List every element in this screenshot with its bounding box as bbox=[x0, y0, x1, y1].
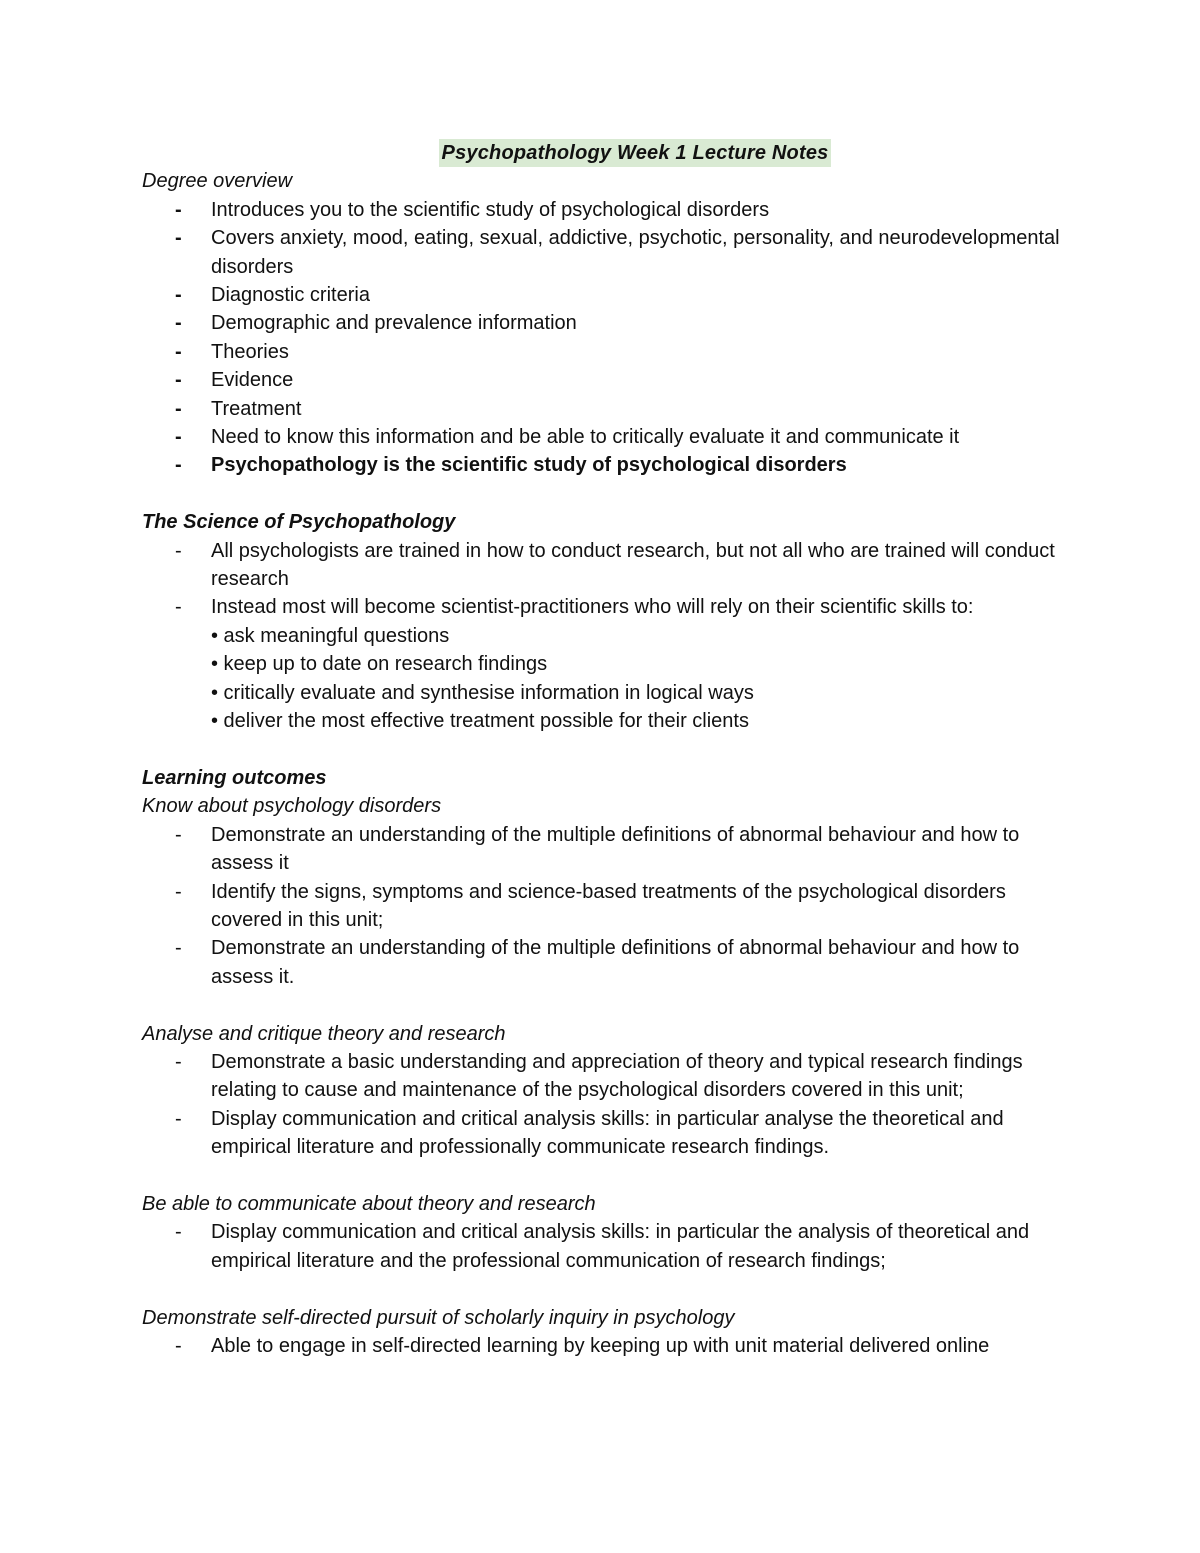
know-list bbox=[142, 821, 1072, 991]
self-directed-heading: Demonstrate self-directed pursuit of scholarly inquiry in psychology bbox=[142, 1306, 735, 1329]
list-item: - Need to know this information and be able to critically evaluate it and communicate it bbox=[175, 426, 960, 449]
list-item: - Display communication and critical analysis skills: in particular the analysis of theoretical and empirical literature and the professional communication of research findings; bbox=[175, 1221, 1030, 1272]
spacer bbox=[142, 1162, 1072, 1190]
list-item: - Demonstrate an understanding of the multiple definitions of abnormal behaviour and how to assess it bbox=[175, 823, 1020, 875]
list-item-definition: - Psychopathology is the scientific study of psychological disorders bbox=[175, 454, 847, 477]
know-heading: Know about psychology disorders bbox=[142, 795, 442, 818]
list-item: - Identify the signs, symptoms and science-based treatments of the psychological disorders covered in this unit; bbox=[175, 880, 1006, 931]
science-list bbox=[142, 537, 1072, 736]
bullet-subitem: • keep up to date on research findings bbox=[211, 653, 548, 676]
title-line bbox=[142, 139, 1072, 167]
document-body bbox=[142, 139, 1072, 1360]
document-title: Psychopathology Week 1 Lecture Notes bbox=[439, 139, 832, 167]
list-item: - Demographic and prevalence information bbox=[175, 312, 577, 335]
list-item: - Diagnostic criteria bbox=[175, 284, 370, 307]
bullet-subitem: • critically evaluate and synthesise information in logical ways bbox=[211, 681, 754, 704]
science-heading: The Science of Psychopathology bbox=[142, 511, 456, 534]
list-item: - Theories bbox=[175, 340, 289, 363]
degree-overview-heading: Degree overview bbox=[142, 170, 293, 193]
list-item: - Covers anxiety, mood, eating, sexual, addictive, psychotic, personality, and neurodevelopmental disorders bbox=[175, 227, 1060, 278]
self-directed-list bbox=[142, 1332, 1072, 1360]
list-item: - Demonstrate a basic understanding and appreciation of theory and typical research findings relating to cause and maintenance of the psychological disorders covered in this unit; bbox=[175, 1050, 1023, 1102]
spacer bbox=[142, 480, 1072, 508]
list-item: - All psychologists are trained in how to conduct research, but not all who are trained will conduct research bbox=[175, 539, 1055, 591]
list-item: - Instead most will become scientist-practitioners who will rely on their scientific skills to: • ask meaningful questions • keep up to date on research findings • critically evaluate and synthesise information in logical ways • deliver the most effective treatment possible for their clients bbox=[142, 593, 1072, 735]
spacer bbox=[142, 991, 1072, 1019]
list-item: - Evidence bbox=[175, 369, 294, 392]
bullet-subitem: • ask meaningful questions bbox=[211, 624, 450, 647]
spacer bbox=[142, 736, 1072, 764]
communicate-heading: Be able to communicate about theory and research bbox=[142, 1192, 596, 1215]
learning-outcomes-heading: Learning outcomes bbox=[142, 766, 327, 789]
list-item: - Introduces you to the scientific study of psychological disorders bbox=[175, 198, 770, 221]
bullet-subitem: • deliver the most effective treatment possible for their clients bbox=[211, 710, 749, 733]
communicate-list bbox=[142, 1218, 1072, 1275]
list-item: - Display communication and critical analysis skills: in particular analyse the theoretical and empirical literature and professionally communicate research findings. bbox=[175, 1107, 1004, 1159]
analyse-heading: Analyse and critique theory and research bbox=[142, 1022, 506, 1045]
list-item: - Able to engage in self-directed learning by keeping up with unit material delivered online bbox=[175, 1334, 990, 1357]
degree-overview-list bbox=[142, 196, 1072, 480]
analyse-list bbox=[142, 1048, 1072, 1162]
list-item: - Demonstrate an understanding of the multiple definitions of abnormal behaviour and how to assess it. bbox=[175, 937, 1020, 988]
spacer bbox=[142, 1275, 1072, 1303]
list-item: - Treatment bbox=[175, 397, 302, 420]
